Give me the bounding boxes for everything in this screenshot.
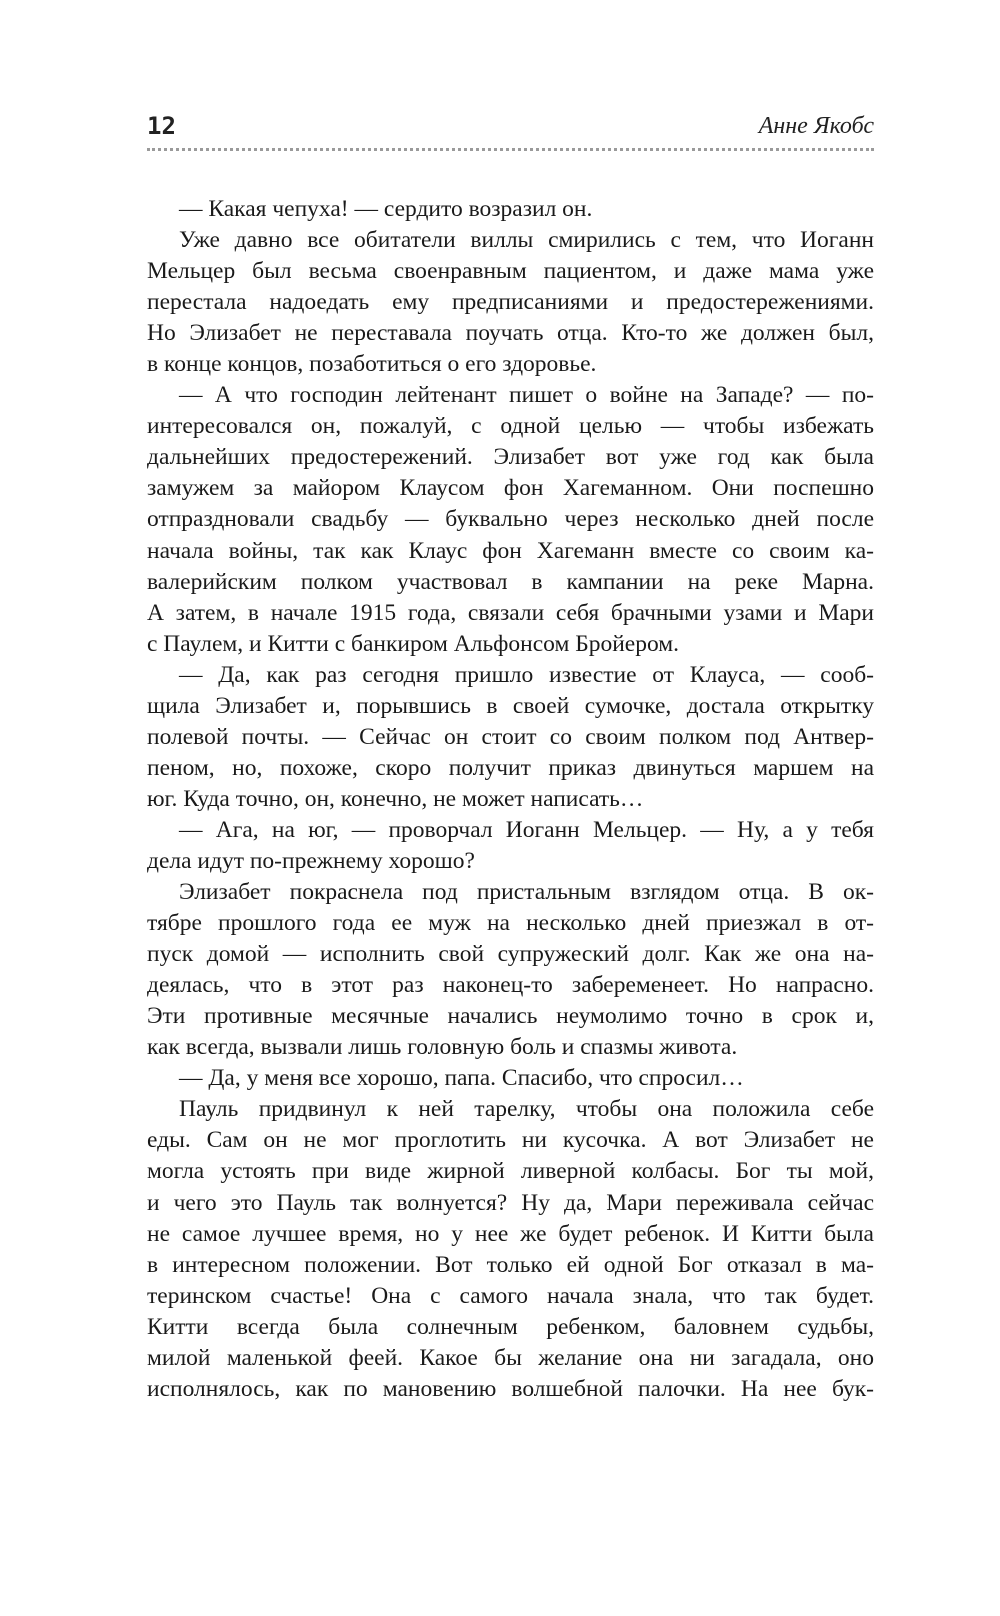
text-line: интересовался он, пожалуй, с одной целью — чтобы избежать <box>147 413 874 440</box>
text-line: замужем за майором Клаусом фон Хагеманном. Они поспешно <box>147 475 874 502</box>
text-line: — Ага, на юг, — проворчал Иоганн Мельцер. — Ну, а у тебя <box>179 816 874 843</box>
text-line: теринском счастье! Она с самого начала знала, что так будет. <box>147 1282 874 1309</box>
text-line: Уже давно все обитатели виллы смирились с тем, что Иоганн <box>179 227 874 254</box>
text-line: Китти всегда была солнечным ребенком, баловнем судьбы, <box>147 1313 874 1340</box>
text-line: Эти противные месячные начались неумолимо точно в срок и, <box>147 1003 874 1030</box>
text-line: пуск домой — исполнить свой супружеский долг. Как же она на- <box>147 941 874 968</box>
text-line: валерийским полком участвовал в кампании на реке Марна. <box>147 568 874 595</box>
text-line: — Да, у меня все хорошо, папа. Спасибо, что спросил… <box>179 1065 744 1092</box>
text-line: отпраздновали свадьбу — буквально через несколько дней после <box>147 506 874 533</box>
text-line: дальнейших предостережений. Элизабет вот уже год как была <box>147 444 874 471</box>
text-line: тябре прошлого года ее муж на несколько дней приезжал в от- <box>147 910 874 937</box>
text-line: начала войны, так как Клаус фон Хагеманн вместе со своим ка- <box>147 537 874 564</box>
text-line: А затем, в начале 1915 года, связали себя брачными узами и Мари <box>147 599 874 626</box>
running-head-author: Анне Якобс <box>758 113 874 139</box>
text-line: в конце концов, позаботиться о его здоровье. <box>147 351 597 378</box>
text-line: еды. Сам он не мог проглотить ни кусочка. А вот Элизабет не <box>147 1127 874 1154</box>
text-line: дела идут по-прежнему хорошо? <box>147 847 475 874</box>
text-line: в интересном положении. Вот только ей одной Бог отказал в ма- <box>147 1251 874 1278</box>
text-line: могла устоять при виде жирной ливерной колбасы. Бог ты мой, <box>147 1158 874 1185</box>
body-text <box>147 194 874 1405</box>
text-line: Пауль придвинул к ней тарелку, чтобы она положила себе <box>179 1096 874 1123</box>
text-line: — Да, как раз сегодня пришло известие от Клауса, — сооб- <box>179 661 874 688</box>
page-number: 12 <box>147 112 176 140</box>
text-line: Элизабет покраснела под пристальным взглядом отца. В ок- <box>179 879 874 906</box>
text-line: деялась, что в этот раз наконец-то забеременеет. Но напрасно. <box>147 972 874 999</box>
text-line: юг. Куда точно, он, конечно, не может написать… <box>147 785 644 812</box>
text-line: перестала надоедать ему предписаниями и предостережениями. <box>147 289 874 316</box>
text-line: с Паулем, и Китти с банкиром Альфонсом Бройером. <box>147 630 680 657</box>
text-line: Мельцер был весьма своенравным пациентом, и даже мама уже <box>147 258 874 285</box>
text-line: щила Элизабет и, порывшись в своей сумочке, достала открытку <box>147 692 874 719</box>
text-line: — Какая чепуха! — сердито возразил он. <box>179 196 593 222</box>
text-line: Но Элизабет не переставала поучать отца. Кто-то же должен был, <box>147 320 874 347</box>
text-line: пеном, но, похоже, скоро получит приказ двинуться маршем на <box>147 754 874 781</box>
text-line: и чего это Пауль так волнуется? Ну да, Мари переживала сейчас <box>147 1189 874 1216</box>
header-divider <box>147 148 874 151</box>
text-line: не самое лучшее время, но у нее же будет ребенок. И Китти была <box>147 1220 874 1247</box>
text-line: как всегда, вызвали лишь головную боль и спазмы живота. <box>147 1034 738 1061</box>
text-line: исполнялось, как по мановению волшебной палочки. На нее бук- <box>147 1375 874 1402</box>
text-line: — А что господин лейтенант пишет о войне на Западе? — по- <box>179 382 874 409</box>
text-line: полевой почты. — Сейчас он стоит со своим полком под Антвер- <box>147 723 874 750</box>
text-line: милой маленькой феей. Какое бы желание она ни загадала, оно <box>147 1344 874 1371</box>
